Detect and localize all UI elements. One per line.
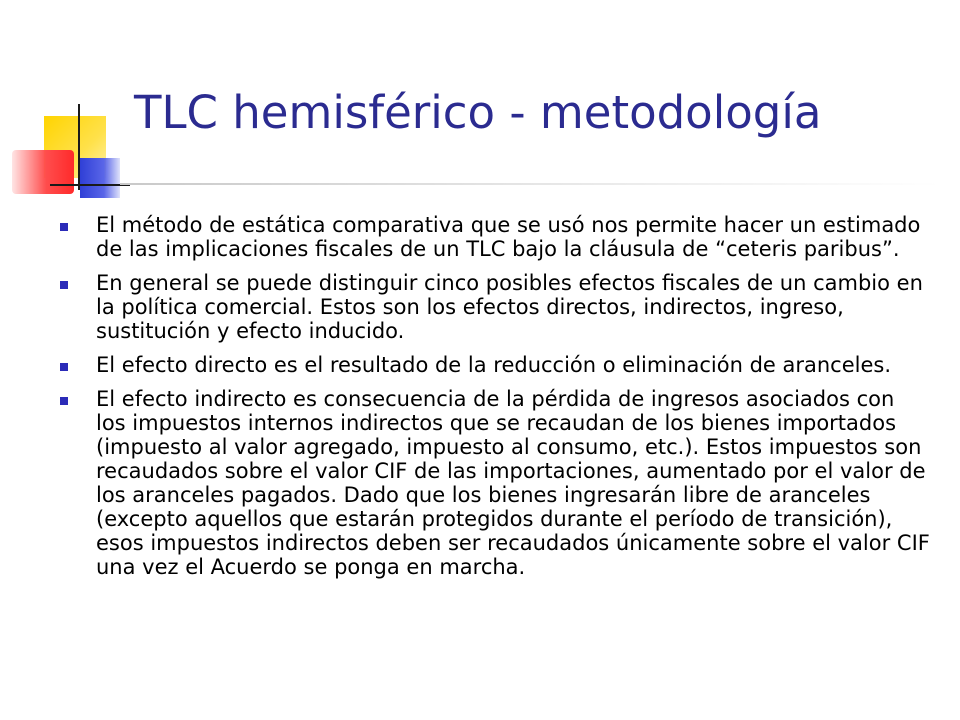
decorative-squares-logo (0, 0, 140, 200)
bullet-item (60, 353, 930, 377)
bullet-item (60, 271, 930, 343)
bullet-item (60, 387, 930, 579)
square-bullet-icon (60, 281, 68, 289)
square-bullet-icon (60, 363, 68, 371)
square-bullet-icon (60, 397, 68, 405)
bullet-text: El efecto directo es el resultado de la reducción o eliminación de aranceles. (96, 353, 892, 377)
slide-title: TLC hemisférico - metodología (134, 86, 822, 139)
horizontal-line-shape (50, 184, 130, 186)
bullet-text: En general se puede distinguir cinco posibles efectos fiscales de un cambio en la política comercial. Estos son los efectos directos, indirectos, ingreso, sustitución y efecto inducido. (96, 271, 923, 343)
bullet-item (60, 213, 930, 261)
bullet-list (60, 213, 930, 589)
vertical-line-shape (78, 104, 80, 190)
square-bullet-icon (60, 223, 68, 231)
title-divider (120, 183, 940, 185)
bullet-text: El método de estática comparativa que se usó nos permite hacer un estimado de las implicaciones fiscales de un TLC bajo la cláusula de “ceteris paribus”. (96, 213, 921, 261)
bullet-text: El efecto indirecto es consecuencia de la pérdida de ingresos asociados con los impuestos internos indirectos que se recaudan de los bienes importados (impuesto al valor agregado, impuesto al consumo, etc.). Estos impuestos son recaudados sobre el valor CIF de las importaciones, aumentado por el valor de los aranceles pagados. Dado que los bienes ingresarán libre de aranceles (excepto aquellos que estarán protegidos durante el período de transición), esos impuestos indirectos deben ser recaudados únicamente sobre el valor CIF una vez el Acuerdo se ponga en marcha. (96, 387, 930, 579)
blue-square-shape (80, 158, 120, 198)
red-square-shape (12, 150, 74, 194)
